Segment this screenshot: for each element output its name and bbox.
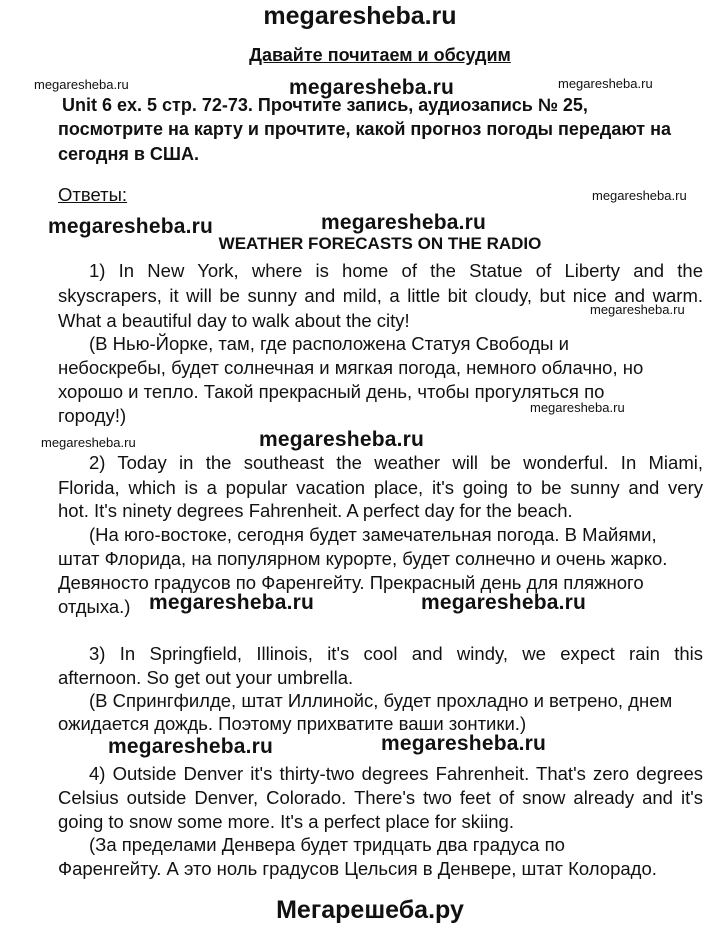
forecast-ru-line: штат Флорида, на популярном курорте, будет солнечно и очень жарко. (58, 548, 668, 569)
watermark: megaresheba.ru (108, 735, 274, 758)
watermark: megaresheba.ru (48, 215, 214, 238)
forecast-en-line: hot. It's ninety degrees Fahrenheit. A perfect day for the beach. (58, 500, 573, 521)
answers-label: Ответы: (58, 184, 128, 205)
watermark: megaresheba.ru (259, 428, 425, 451)
forecast-ru-line: (В Нью-Йорке, там, где расположена Статуя Свободы и (89, 333, 569, 354)
forecast-ru-line: (За пределами Денвера будет тридцать два градуса по (89, 834, 565, 855)
forecasts-heading: WEATHER FORECASTS ON THE RADIO (218, 234, 542, 253)
forecast-ru-line: ожидается дождь. Поэтому прихватите ваши зонтики.) (58, 713, 527, 734)
watermark: megaresheba.ru (321, 211, 487, 234)
section-title: Давайте почитаем и обсудим (249, 45, 511, 65)
forecast-en-line: 4) Outside Denver it's thirty-two degrees Fahrenheit. That's zero degrees (89, 763, 703, 784)
forecast-en-line: What a beautiful day to walk about the city! (58, 310, 410, 331)
watermark: megaresheba.ru (149, 591, 315, 614)
forecast-en-line: 2) Today in the southeast the weather will be wonderful. In Miami, (89, 452, 703, 473)
watermark: megaresheba.ru (558, 76, 653, 91)
watermark: megaresheba.ru (41, 435, 136, 450)
forecast-ru-line: хорошо и тепло. Такой прекрасный день, чтобы прогуляться по (58, 381, 605, 402)
task-line: сегодня в США. (58, 144, 199, 164)
watermark: megaresheba.ru (421, 591, 587, 614)
forecast-en-line: 3) In Springfield, Illinois, it's cool and windy, we expect rain this (89, 643, 703, 664)
watermark: megaresheba.ru (590, 302, 685, 317)
watermark: megaresheba.ru (289, 76, 455, 99)
watermark: megaresheba.ru (530, 400, 625, 415)
forecast-ru-line: небоскребы, будет солнечная и мягкая погода, немного облачно, но (58, 357, 644, 378)
forecast-en-line: going to snow some more. It's a perfect place for skiing. (58, 811, 514, 832)
forecast-en-line: Celsius outside Denver, Colorado. There's two feet of snow already and it's (58, 787, 703, 808)
site-footer: Мегарешеба.ру (276, 896, 464, 924)
watermark: megaresheba.ru (34, 77, 129, 92)
forecast-en-line: afternoon. So get out your umbrella. (58, 667, 354, 688)
watermark: megaresheba.ru (592, 188, 687, 203)
forecast-en-line: Florida, which is a popular vacation place, it's going to be sunny and very (58, 477, 703, 498)
forecast-ru-line: (В Спрингфилде, штат Иллинойс, будет прохладно и ветрено, днем (89, 690, 673, 711)
forecast-en-line: skyscrapers, it will be sunny and mild, a little bit cloudy, but nice and warm. (58, 285, 703, 306)
task-line: Unit 6 ex. 5 стр. 72-73. Прочтите запись, аудиозапись № 25, (62, 95, 588, 115)
forecast-ru-line: Фаренгейту. А это ноль градусов Цельсия в Денвере, штат Колорадо. (58, 858, 657, 879)
task-line: посмотрите на карту и прочтите, какой прогноз погоды передают на (58, 119, 671, 139)
watermark: megaresheba.ru (381, 732, 547, 755)
forecast-ru-line: (На юго-востоке, сегодня будет замечательная погода. В Майями, (89, 524, 657, 545)
forecast-en-line: 1) In New York, where is home of the Statue of Liberty and the (89, 260, 703, 281)
forecast-ru-line: Девяносто градусов по Фаренгейту. Прекрасный день для пляжного (58, 572, 644, 593)
site-header: megaresheba.ru (263, 2, 457, 30)
forecast-ru-line: городу!) (58, 405, 127, 426)
forecast-ru-line: отдыха.) (58, 596, 131, 617)
